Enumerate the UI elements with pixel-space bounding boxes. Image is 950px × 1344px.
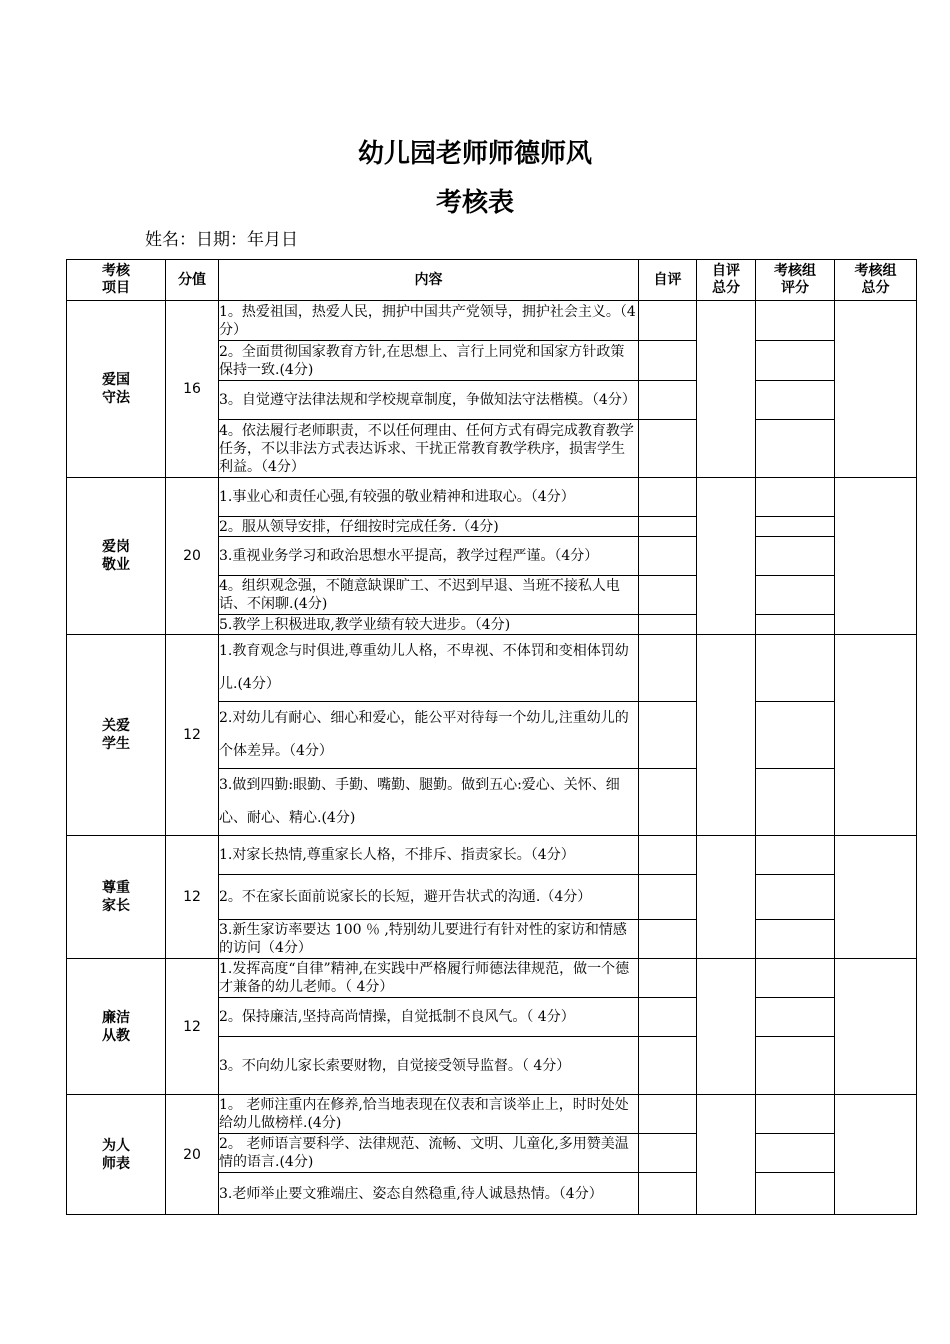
self-total-cell[interactable] <box>697 836 756 959</box>
content-item: 4。组织观念强，不随意缺课旷工、不迟到早退、当班不接私人电话、不闲聊.(4分) <box>219 576 639 615</box>
group-eval-cell[interactable] <box>756 615 835 635</box>
category-cell: 尊重 家长 <box>67 836 166 959</box>
content-item: 1.发挥高度“自律”精神,在实践中严格履行师德法律规范，做一个德才兼备的幼儿老师。（ 4分） <box>219 959 639 998</box>
score-cell: 12 <box>166 635 219 836</box>
group-total-cell[interactable] <box>835 836 917 959</box>
content-item: 2。全面贯彻国家教育方针,在思想上、言行上同党和国家方针政策保持一致.(4分) <box>219 341 639 381</box>
self-total-cell[interactable] <box>697 301 756 478</box>
self-eval-cell[interactable] <box>639 959 697 998</box>
group-eval-cell[interactable] <box>756 381 835 420</box>
self-eval-cell[interactable] <box>639 1095 697 1134</box>
group-eval-cell[interactable] <box>756 769 835 836</box>
group-eval-cell[interactable] <box>756 959 835 998</box>
header-self-total: 自评 总分 <box>697 260 756 301</box>
group-eval-cell[interactable] <box>756 301 835 341</box>
content-item: 2.对幼儿有耐心、细心和爱心，能公平对待每一个幼儿,注重幼儿的个体差异。（4分） <box>219 702 639 769</box>
score-cell: 16 <box>166 301 219 478</box>
self-total-cell[interactable] <box>697 1095 756 1215</box>
table-row <box>67 836 917 875</box>
self-eval-cell[interactable] <box>639 381 697 420</box>
group-eval-cell[interactable] <box>756 1037 835 1095</box>
group-eval-cell[interactable] <box>756 478 835 517</box>
header-self-eval: 自评 <box>639 260 697 301</box>
content-item: 1。热爱祖国，热爱人民，拥护中国共产党领导，拥护社会主义。（4分） <box>219 301 639 341</box>
self-total-cell[interactable] <box>697 635 756 836</box>
self-eval-cell[interactable] <box>639 998 697 1037</box>
score-cell: 20 <box>166 1095 219 1215</box>
self-eval-cell[interactable] <box>639 517 697 537</box>
table-row <box>67 301 917 341</box>
content-item: 2。服从领导安排，仔细按时完成任务.（4分) <box>219 517 639 537</box>
group-eval-cell[interactable] <box>756 537 835 576</box>
group-eval-cell[interactable] <box>756 1134 835 1173</box>
self-eval-cell[interactable] <box>639 769 697 836</box>
score-cell: 20 <box>166 478 219 635</box>
header-row <box>67 260 917 301</box>
self-eval-cell[interactable] <box>639 1134 697 1173</box>
group-eval-cell[interactable] <box>756 998 835 1037</box>
table-row <box>67 478 917 517</box>
group-eval-cell[interactable] <box>756 1173 835 1215</box>
content-item: 1.事业心和责任心强,有较强的敬业精神和进取心。（4分） <box>219 478 639 517</box>
table-row <box>67 959 917 998</box>
self-eval-cell[interactable] <box>639 420 697 478</box>
group-eval-cell[interactable] <box>756 576 835 615</box>
page-title: 幼儿园老师师德师风 <box>357 139 592 169</box>
group-eval-cell[interactable] <box>756 341 835 381</box>
group-eval-cell[interactable] <box>756 635 835 702</box>
page-subtitle: 考核表 <box>435 188 514 218</box>
content-item: 2。 老师语言要科学、法律规范、流畅、文明、儿童化,多用赞美温情的语言.(4分) <box>219 1134 639 1173</box>
group-total-cell[interactable] <box>835 301 917 478</box>
self-eval-cell[interactable] <box>639 1173 697 1215</box>
content-item: 4。依法履行老师职责，不以任何理由、任何方式有碍完成教育教学任务，不以非法方式表达诉求、干扰正常教育教学秩序，损害学生利益。（4分） <box>219 420 639 478</box>
content-item: 3。不向幼儿家长索要财物，自觉接受领导监督。（ 4分） <box>219 1037 639 1095</box>
category-cell: 爱岗 敬业 <box>67 478 166 635</box>
score-cell: 12 <box>166 959 219 1095</box>
self-eval-cell[interactable] <box>639 635 697 702</box>
content-item: 2。不在家长面前说家长的长短，避开告状式的沟通.（4分） <box>219 875 639 920</box>
table-row <box>67 635 917 702</box>
self-total-cell[interactable] <box>697 478 756 635</box>
group-eval-cell[interactable] <box>756 420 835 478</box>
self-total-cell[interactable] <box>697 959 756 1095</box>
content-item: 5.教学上积极进取,教学业绩有较大进步。（4分) <box>219 615 639 635</box>
header-score: 分值 <box>166 260 219 301</box>
self-eval-cell[interactable] <box>639 836 697 875</box>
content-item: 3.做到四勤:眼勤、手勤、嘴勤、腿勤。做到五心:爱心、关怀、细心、耐心、精心.(4分) <box>219 769 639 836</box>
group-eval-cell[interactable] <box>756 702 835 769</box>
self-eval-cell[interactable] <box>639 615 697 635</box>
self-eval-cell[interactable] <box>639 341 697 381</box>
self-eval-cell[interactable] <box>639 301 697 341</box>
self-eval-cell[interactable] <box>639 537 697 576</box>
category-cell: 为人 师表 <box>67 1095 166 1215</box>
category-cell: 廉洁 从教 <box>67 959 166 1095</box>
content-item: 3.重视业务学习和政治思想水平提高，教学过程严谨。（4分） <box>219 537 639 576</box>
content-item: 1。 老师注重内在修养,恰当地表现在仪表和言谈举止上，时时处处给幼儿做榜样.(4分) <box>219 1095 639 1134</box>
self-eval-cell[interactable] <box>639 478 697 517</box>
header-group-total: 考核组 总分 <box>835 260 917 301</box>
group-eval-cell[interactable] <box>756 920 835 959</box>
table-row <box>67 1095 917 1134</box>
content-item: 3.老师举止要文雅端庄、姿态自然稳重,待人诚恳热情。（4分） <box>219 1173 639 1215</box>
group-eval-cell[interactable] <box>756 517 835 537</box>
group-total-cell[interactable] <box>835 959 917 1095</box>
group-total-cell[interactable] <box>835 1095 917 1215</box>
content-item: 2。保持廉洁,坚持高尚情操，自觉抵制不良风气。（ 4分） <box>219 998 639 1037</box>
score-cell: 12 <box>166 836 219 959</box>
self-eval-cell[interactable] <box>639 875 697 920</box>
header-group-eval: 考核组 评分 <box>756 260 835 301</box>
assessment-table <box>66 259 917 1215</box>
header-category: 考核 项目 <box>67 260 166 301</box>
category-cell: 关爱 学生 <box>67 635 166 836</box>
group-total-cell[interactable] <box>835 635 917 836</box>
self-eval-cell[interactable] <box>639 702 697 769</box>
group-eval-cell[interactable] <box>756 836 835 875</box>
content-item: 3。自觉遵守法律法规和学校规章制度，争做知法守法楷模。（4分） <box>219 381 639 420</box>
group-eval-cell[interactable] <box>756 1095 835 1134</box>
group-eval-cell[interactable] <box>756 875 835 920</box>
self-eval-cell[interactable] <box>639 576 697 615</box>
category-cell: 爱国 守法 <box>67 301 166 478</box>
meta-line: 姓名：日期：年月日 <box>145 230 298 250</box>
group-total-cell[interactable] <box>835 478 917 635</box>
header-content: 内容 <box>219 260 639 301</box>
content-item: 1.对家长热情,尊重家长人格，不排斥、指责家长。（4分） <box>219 836 639 875</box>
content-item: 1.教育观念与时俱进,尊重幼儿人格，不卑视、不体罚和变相体罚幼儿.(4分） <box>219 635 639 702</box>
self-eval-cell[interactable] <box>639 1037 697 1095</box>
self-eval-cell[interactable] <box>639 920 697 959</box>
content-item: 3.新生家访率要达 100 ％ ,特别幼儿要进行有针对性的家访和情感的访问（4分） <box>219 920 639 959</box>
